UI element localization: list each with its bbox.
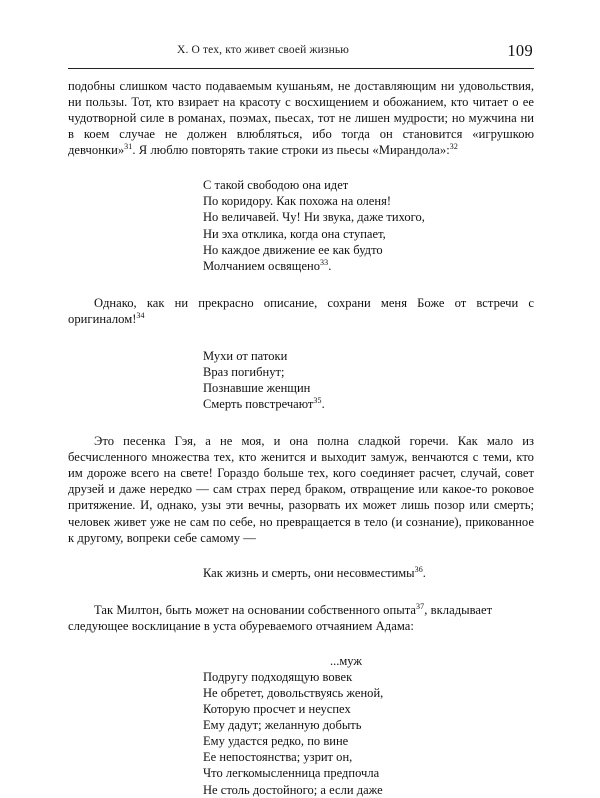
- verse-line: Познавшие женщин: [203, 381, 311, 396]
- page-number: 109: [507, 41, 533, 60]
- verse-line: Ни эха отклика, когда она ступает,: [203, 226, 386, 241]
- verse-line: Ему дадут; желанную добыть: [203, 718, 362, 733]
- verse-block-adam: [68, 669, 534, 798]
- spacer: [68, 634, 534, 653]
- paragraph-4-text: Так Милтон, быть может на основании собственного опыта: [94, 602, 417, 617]
- verse-line: С такой свободою она идет: [203, 178, 349, 193]
- footnote-ref-31: 31: [124, 142, 133, 151]
- chapter-title: X. О тех, кто живет своей жизнью: [176, 44, 350, 56]
- verse-line: Но величавей. Чу! Ни звука, даже тихого,: [203, 210, 425, 225]
- verse-line-tail: .: [321, 397, 325, 412]
- spacer: [68, 274, 534, 295]
- verse-line: Мухи от патоки: [203, 348, 288, 363]
- verse-lead-line: ...муж: [330, 653, 363, 668]
- footnote-ref-36: 36: [414, 564, 423, 574]
- spacer: [68, 581, 534, 602]
- footnote-ref-33: 33: [320, 257, 329, 267]
- spacer: [68, 327, 534, 348]
- verse-line: Которую просчет и неуспех: [203, 702, 351, 717]
- verse-line: Не обретет, довольствуясь женой,: [203, 685, 384, 700]
- paragraph-2-text: Однако, как ни прекрасно описание, сохрани меня Боже от встречи с оригиналом!: [68, 295, 534, 326]
- paragraph-marriage: Это песенка Гэя, а не моя, и она полна сладкой горечи. Как мало из бесчисленного множества тех, кто женится и выходит замуж, венчаются с теми, кто им дороже всего на свете! Гораздо больше тех, кого соединяет расчет, случай, совет друзей и даже нередко — сам страх перед браком, отвращение или какое-то роковое притяжение. И, однако, узы эти вечны, разорвать их может лишь позор или смерть; человек живет уже не сам по себе, но превращается в тело (и сознание), прикованное к другому, вопреки себе самому —: [68, 434, 534, 545]
- verse-line: Не столь достойного; а если даже: [203, 782, 383, 797]
- running-head: [68, 41, 533, 64]
- paragraph-4-text-tail: , вкладывает следующее восклицание в уста обуреваемого отчаянием Адама:: [68, 602, 493, 633]
- paragraph-continued: [68, 78, 534, 158]
- verse-line: Враз погибнут;: [203, 364, 285, 379]
- spacer: [68, 412, 534, 433]
- verse-line-text: Как жизнь и смерть, они несовместимы: [203, 565, 415, 580]
- paragraph-milton: [68, 602, 534, 634]
- paragraph-original: [68, 295, 534, 327]
- verse-line-tail: .: [328, 258, 332, 273]
- verse-line: [203, 258, 534, 274]
- verse-line-tail: .: [422, 565, 426, 580]
- verse-line-text: Смерть повстречают: [203, 397, 314, 412]
- verse-line: Ее непостоянства; узрит он,: [203, 750, 353, 765]
- verse-line: Подругу подходящую вовек: [203, 669, 353, 684]
- header-rule: [68, 68, 534, 69]
- verse-block-mirandola: [68, 177, 534, 274]
- spacer: [68, 546, 534, 565]
- text-column: [68, 78, 534, 798]
- footnote-ref-37: 37: [416, 601, 425, 611]
- verse-block-incompatible: [68, 565, 534, 581]
- verse-line: [203, 396, 534, 412]
- verse-line: Ему удастся редко, по вине: [203, 734, 349, 749]
- footnote-ref-35: 35: [313, 396, 322, 406]
- verse-line: Что легкомысленница предпочла: [203, 766, 380, 781]
- footnote-ref-34: 34: [136, 310, 145, 320]
- spacer: [68, 158, 534, 177]
- verse-line: По коридору. Как похожа на оленя!: [203, 194, 392, 209]
- verse-line: Но каждое движение ее как будто: [203, 242, 383, 257]
- paragraph-1-text-tail: . Я люблю повторять такие строки из пьесы «Мирандола»:: [132, 143, 450, 158]
- footnote-ref-32: 32: [449, 142, 458, 151]
- paragraph-1-text: подобны слишком часто подаваемым кушаньям, не доставляющим ни удовольствия, ни пользы. Тот, кто взирает на красоту с восхищением и обожанием, кто читает о ее чудотворной силе в романах, поэмах, пьесах, тот не лишен мудрости; но мужчина ни в коем случае не должен влюбляться, ибо тогда он становится «игрушкою девчонки»: [68, 79, 534, 158]
- verse-block-gay: [68, 348, 534, 412]
- verse-line-text: Молчанием освящено: [203, 258, 320, 273]
